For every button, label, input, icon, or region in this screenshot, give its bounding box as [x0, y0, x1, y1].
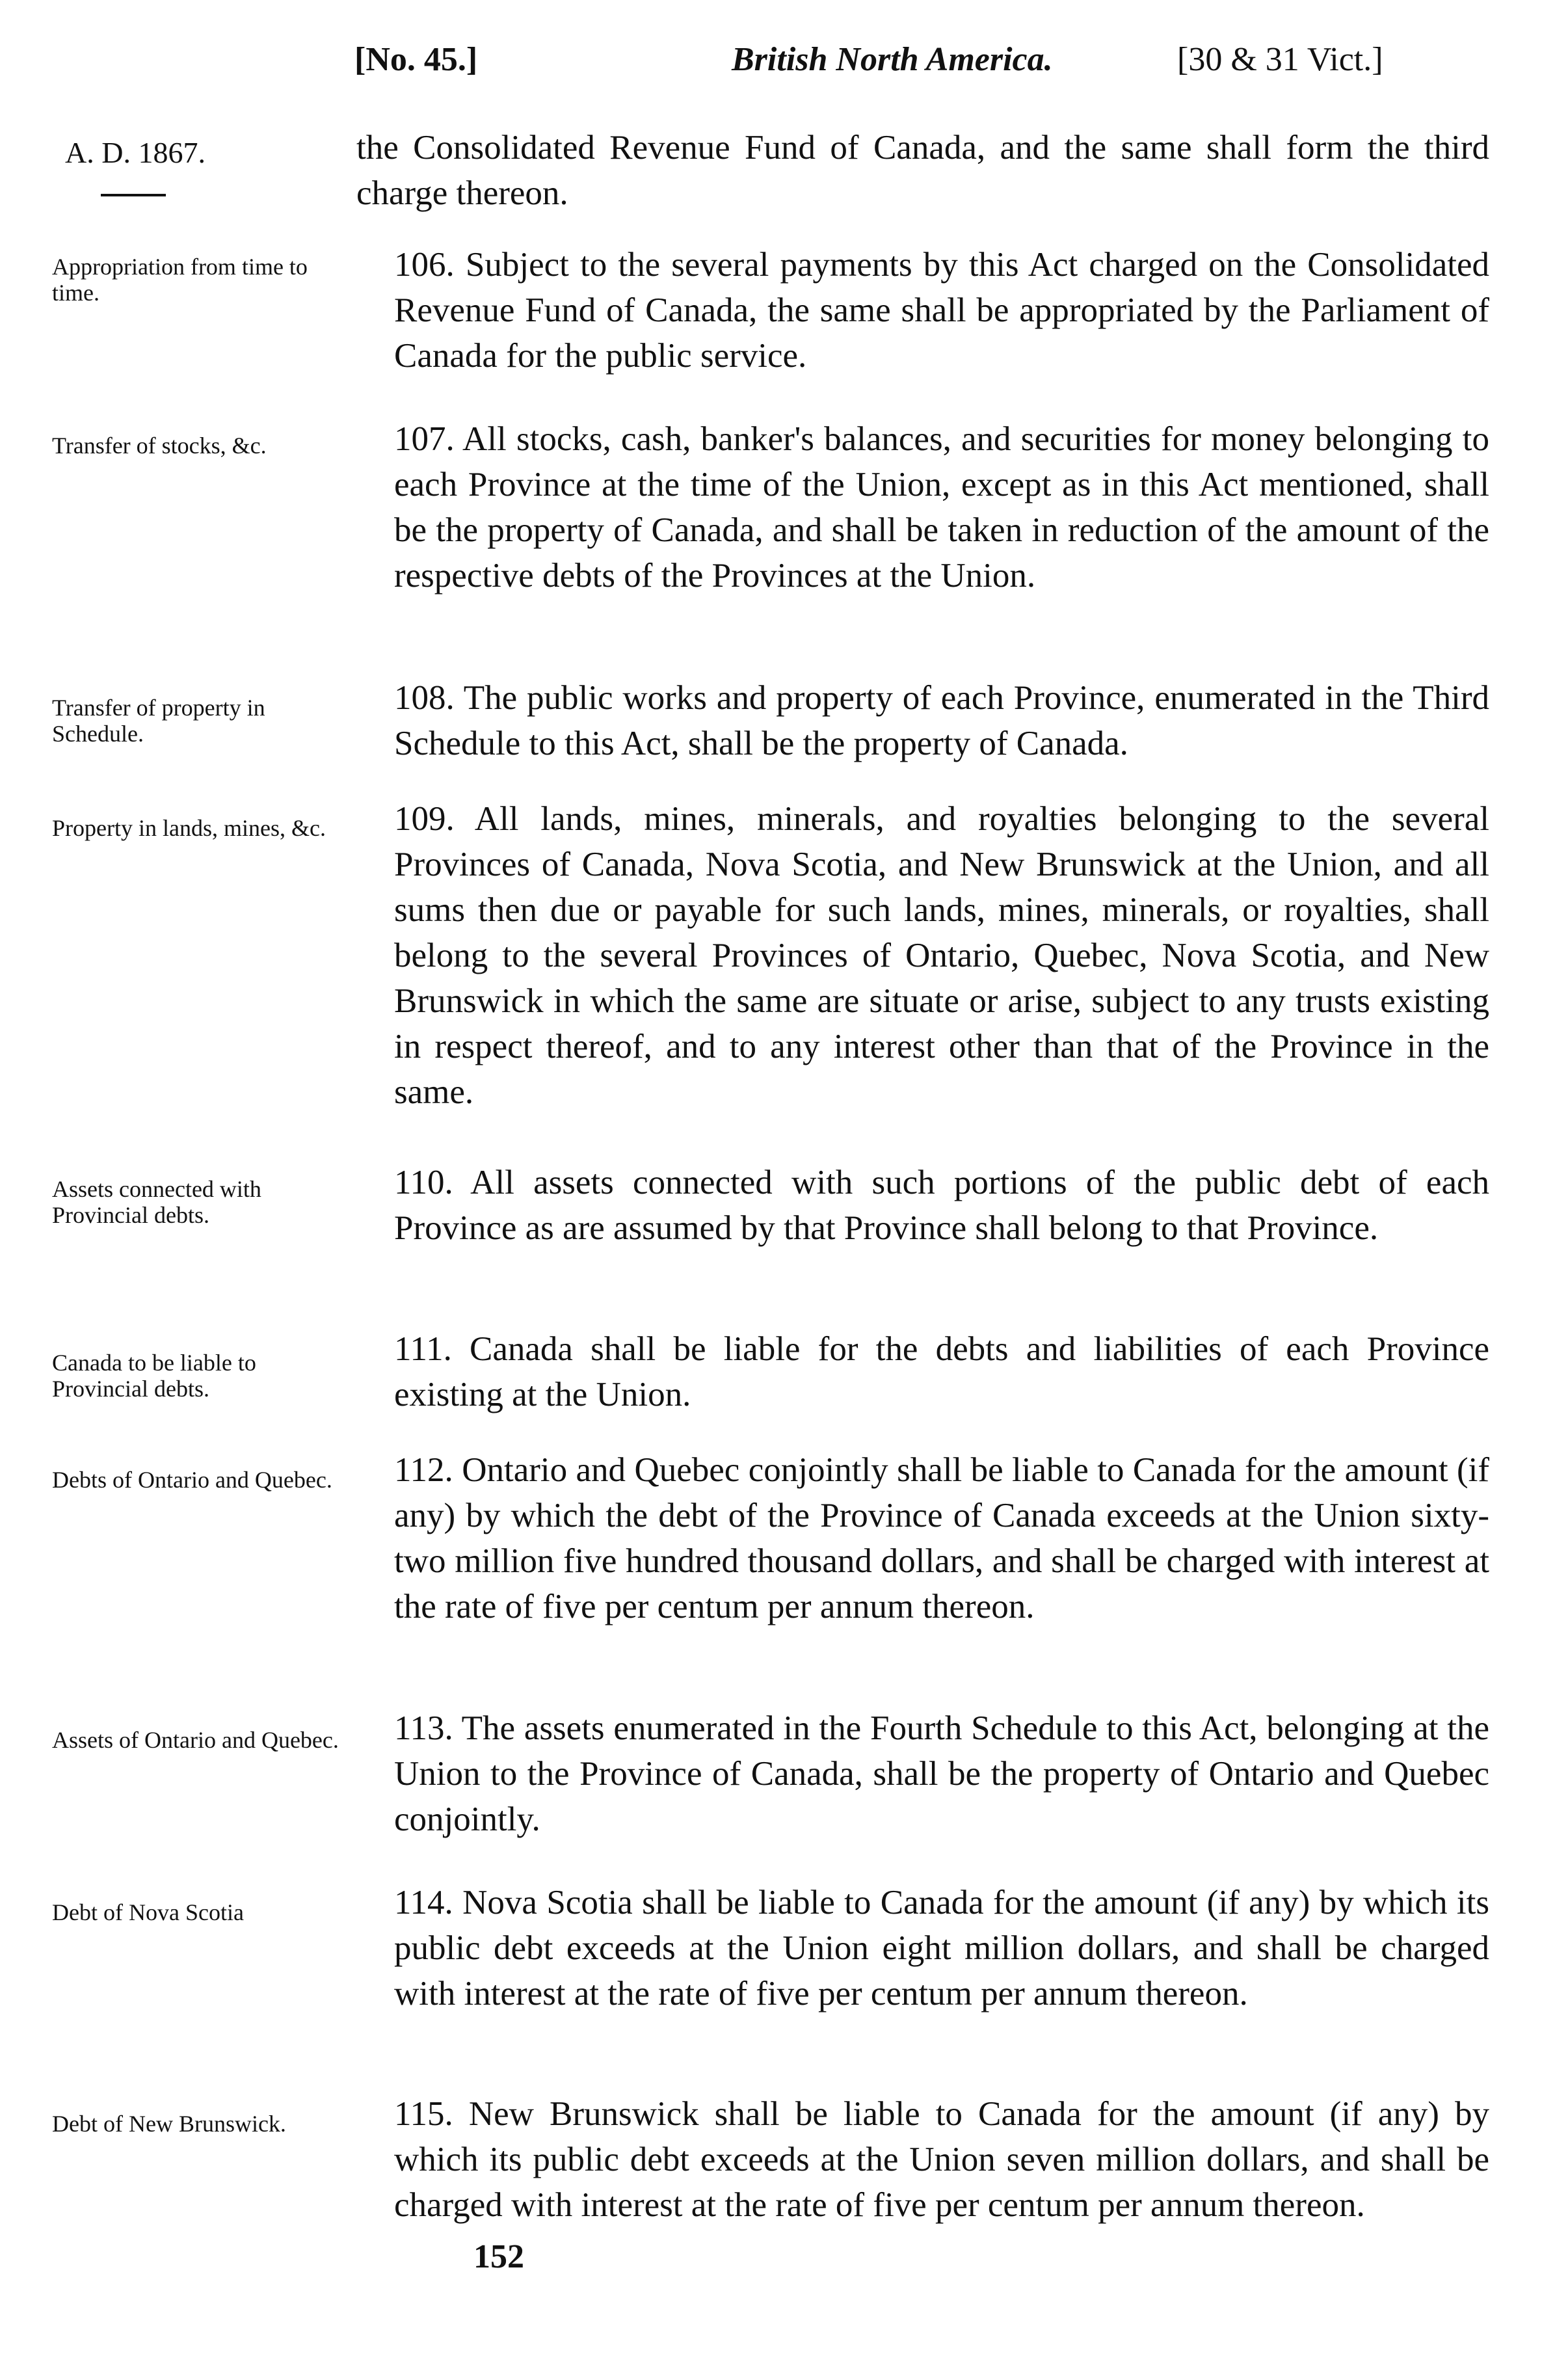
document-number: [No. 45.]: [354, 41, 478, 78]
section-text: 111. Canada shall be liable for the debts and liabilities of each Province existing at the Union.: [394, 1330, 1489, 1413]
margin-note: Assets connected with Provincial debts.: [52, 1176, 261, 1228]
section-paragraph: [356, 796, 1489, 1115]
margin-note: Transfer of property in Schedule.: [52, 695, 265, 747]
section-text: 110. All assets connected with such portions of the public debt of each Province as are assumed by that Province shall belong to that Province.: [394, 1164, 1489, 1247]
section-paragraph: [356, 1880, 1489, 2016]
margin-note: Debts of Ontario and Quebec.: [52, 1467, 332, 1493]
margin-year: A. D. 1867.: [65, 136, 206, 169]
page-number: 152: [473, 2238, 524, 2275]
regnal-year: [30 & 31 Vict.]: [1177, 41, 1383, 78]
section-text: 109. All lands, mines, minerals, and royalties belonging to the several Provinces of Canada, Nova Scotia, and New Brunswick at the Union, and all sums then due or payable for such lands, mines, minerals, or royalties, shall belong to the several Provinces of Ontario, Quebec, Nova Scotia, and New Brunswick in which the same are situate or arise, subject to any trusts existing in respect thereof, and to any interest other than that of the Province in the same.: [394, 800, 1489, 1111]
margin-note: Debt of Nova Scotia: [52, 1899, 244, 1925]
section-paragraph: [356, 675, 1489, 766]
opening-paragraph: the Consolidated Revenue Fund of Canada, and the same shall form the third charge thereon.: [356, 129, 1489, 212]
running-title: British North America.: [732, 41, 1053, 78]
running-header: [354, 40, 1489, 99]
section-paragraph: [356, 416, 1489, 598]
section-text: 114. Nova Scotia shall be liable to Canada for the amount (if any) by which its public debt exceeds at the Union eight million dollars, and shall be charged with interest at the rate of five per centum per annum thereon.: [394, 1884, 1489, 2012]
margin-note: Assets of Ontario and Quebec.: [52, 1727, 339, 1753]
section-paragraph: [356, 242, 1489, 379]
section-paragraph: [356, 1705, 1489, 1842]
margin-note: Canada to be liable to Provincial debts.: [52, 1350, 256, 1402]
section-paragraph: [356, 1160, 1489, 1251]
section-text: 115. New Brunswick shall be liable to Canada for the amount (if any) by which its public debt exceeds at the Union seven million dollars, and shall be charged with interest at the rate of five per centum per annum thereon.: [394, 2095, 1489, 2224]
section-text: 106. Subject to the several payments by this Act charged on the Consolidated Revenue Fund of Canada, the same shall be appropriated by the Parliament of Canada for the public service.: [394, 246, 1489, 375]
section-text: 107. All stocks, cash, banker's balances, and securities for money belonging to each Province at the time of the Union, except as in this Act mentioned, shall be the property of Canada, and shall be taken in reduction of the amount of the respective debts of the Provinces at the Union.: [394, 420, 1489, 595]
margin-note: Debt of New Brunswick.: [52, 2111, 286, 2137]
section-paragraph: [356, 2091, 1489, 2228]
year-divider: [101, 194, 166, 196]
margin-note: Transfer of stocks, &c.: [52, 433, 267, 459]
section-text: 113. The assets enumerated in the Fourth Schedule to this Act, belonging at the Union to the Province of Canada, shall be the property of Ontario and Quebec conjointly.: [394, 1709, 1489, 1838]
margin-note: Appropriation from time to time.: [52, 254, 308, 306]
section-paragraph: [356, 1447, 1489, 1629]
section-paragraph: [356, 1326, 1489, 1417]
section-text: 108. The public works and property of each Province, enumerated in the Third Schedule to this Act, shall be the property of Canada.: [394, 679, 1489, 762]
section-text: 112. Ontario and Quebec conjointly shall be liable to Canada for the amount (if any) by which the debt of the Province of Canada exceeds at the Union sixty-two million five hundred thousand dollars, and shall be charged with interest at the rate of five per centum per annum thereon.: [394, 1451, 1489, 1625]
margin-note: Property in lands, mines, &c.: [52, 815, 326, 841]
